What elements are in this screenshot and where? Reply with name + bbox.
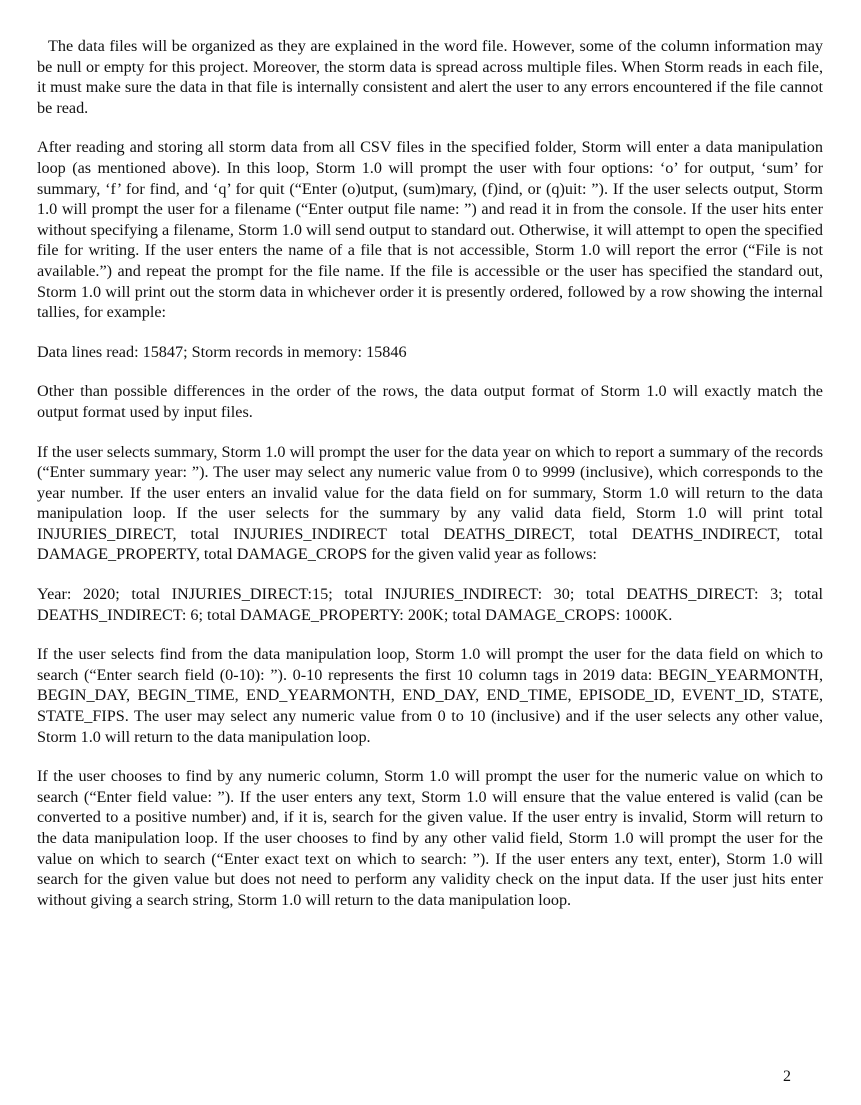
document-page — [37, 36, 823, 910]
paragraph-find-numeric: If the user chooses to find by any numeric column, Storm 1.0 will prompt the user for the numeric value on which to search (“Enter field value: ”). If the user enters any text, Storm 1.0 will ensure that the value entered is valid (can be converted to a positive number) and, if it is, search for the given value. If the user entry is invalid, Storm will return to the data manipulation loop. If the user chooses to find by any other valid field, Storm 1.0 will prompt the user for the value on which to search (“Enter exact text on which to search: ”). If the user enters any text, enter), Storm 1.0 will search for the given value but does not need to perform any validity check on the input data. If the user just hits enter without giving a search string, Storm 1.0 will return to the data manipulation loop. — [37, 767, 823, 909]
paragraph-spacer — [37, 362, 823, 381]
paragraph-spacer — [37, 625, 823, 644]
paragraph-spacer — [37, 565, 823, 584]
paragraph-tally-example: Data lines read: 15847; Storm records in memory: 15846 — [37, 342, 407, 361]
paragraph-output-format: Other than possible differences in the order of the rows, the data output format of Storm 1.0 will exactly match the output format used by input files. — [37, 382, 823, 421]
paragraph-spacer — [37, 423, 823, 442]
paragraph-manipulation-loop: After reading and storing all storm data from all CSV files in the specified folder, Storm will enter a data manipulation loop (as mentioned above). In this loop, Storm 1.0 will prompt the user with four options: ‘o’ for output, ‘sum’ for summary, ‘f’ for find, and ‘q’ for quit (“Enter (o)utput, (sum)mary, (f)ind, or (q)uit: ”). If the user selects output, Storm 1.0 will prompt the user for a filename (“Enter output file name: ”) and read it in from the console. If the user hits enter without specifying a filename, Storm 1.0 will send output to standard out. Otherwise, it will attempt to open the specified file for writing. If the user enters the name of a file that is not accessible, Storm 1.0 will report the error (“File is not available.”) and repeat the prompt for the file name. If the file is accessible or the user has specified the standard out, Storm 1.0 will print out the storm data in whichever order it is presently ordered, followed by a row showing the internal tallies, for example: — [37, 138, 823, 322]
paragraph-spacer — [37, 747, 823, 766]
paragraph-summary-example: Year: 2020; total INJURIES_DIRECT:15; total INJURIES_INDIRECT: 30; total DEATHS_DIRECT: 3; total DEATHS_INDIRECT: 6; total DAMAGE_PROPERTY: 200K; total DAMAGE_CROPS: 1000K. — [37, 585, 823, 624]
paragraph-data-files: The data files will be organized as they are explained in the word file. However, some of the column information may be null or empty for this project. Moreover, the storm data is spread across multiple files. When Storm reads in each file, it must make sure the data in that file is internally consistent and alert the user to any errors encountered if the file cannot be read. — [37, 37, 823, 117]
page-number: 2 — [783, 1068, 791, 1085]
paragraph-find: If the user selects find from the data manipulation loop, Storm 1.0 will prompt the user for the data field on which to search (“Enter search field (0-10): ”). 0-10 represents the first 10 column tags in 2019 data: BEGIN_YEARMONTH, BEGIN_DAY, BEGIN_TIME, END_YEARMONTH, END_DAY, END_TIME, EPISODE_ID, EVENT_ID, STATE, STATE_FIPS. The user may select any numeric value from 0 to 10 (inclusive) and if the user selects any other value, Storm 1.0 will return to the data manipulation loop. — [37, 645, 823, 746]
paragraph-spacer — [37, 323, 823, 342]
paragraph-summary: If the user selects summary, Storm 1.0 will prompt the user for the data year on which to report a summary of the records (“Enter summary year: ”). The user may select any numeric value from 0 to 9999 (inclusive), which corresponds to the year number. If the user enters an invalid value for the data field on for summary, Storm 1.0 will return to the data manipulation loop. If the user selects for the summary by any valid data field, Storm 1.0 will print total INJURIES_DIRECT, total INJURIES_INDIRECT total DEATHS_DIRECT, total DEATHS_INDIRECT, total DAMAGE_PROPERTY, total DAMAGE_CROPS for the given valid year as follows: — [37, 442, 823, 564]
paragraph-spacer — [37, 118, 823, 137]
